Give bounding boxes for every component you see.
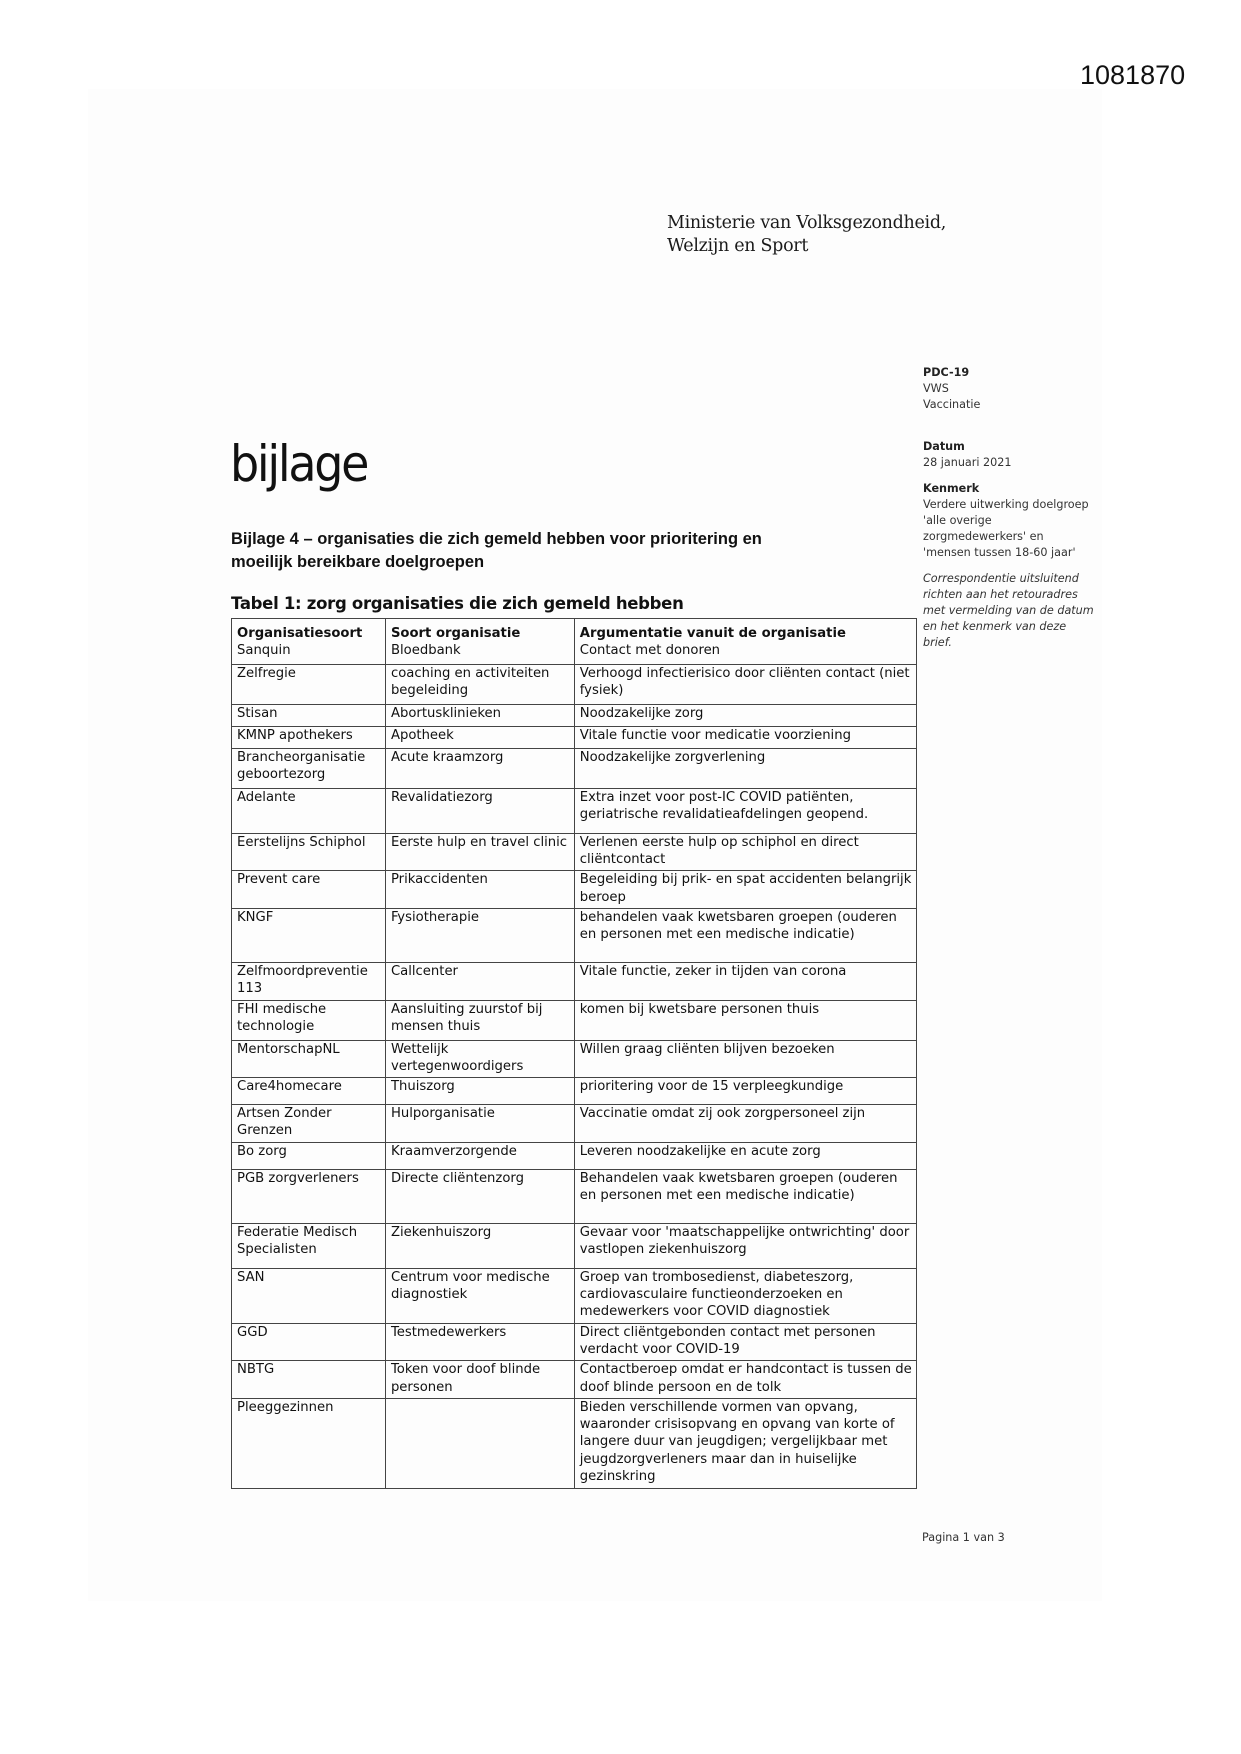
type-cell: Prikaccidenten	[385, 871, 574, 909]
argument-cell: Vitale functie voor medicatie voorziening	[574, 726, 916, 748]
argument-cell: prioritering voor de 15 verpleegkundige	[574, 1078, 916, 1105]
type-cell: Ziekenhuiszorg	[385, 1223, 574, 1268]
unit: Vaccinatie	[923, 398, 981, 411]
organisation-cell: Stisan	[232, 704, 386, 726]
type-cell: Centrum voor medische diagnostiek	[385, 1268, 574, 1323]
table-row	[232, 642, 917, 664]
type-cell: Bloedbank	[385, 642, 574, 664]
table-row	[232, 726, 917, 748]
type-cell: Fysiotherapie	[385, 908, 574, 962]
organisation-cell: Prevent care	[232, 871, 386, 909]
organisations-table	[231, 618, 917, 1489]
type-cell: coaching en activiteiten begeleiding	[385, 664, 574, 704]
argument-cell: Verhoogd infectierisico door cliënten contact (niet fysiek)	[574, 664, 916, 704]
table-row	[232, 1398, 917, 1488]
argument-cell: Verlenen eerste hulp op schiphol en direct cliëntcontact	[574, 833, 916, 871]
type-cell	[385, 1398, 574, 1488]
argument-cell: Behandelen vaak kwetsbaren groepen (ouderen en personen met een medische indicatie)	[574, 1169, 916, 1223]
argument-cell: Contact met donoren	[574, 642, 916, 664]
argument-cell: Direct cliëntgebonden contact met personen verdacht voor COVID-19	[574, 1323, 916, 1361]
table-row	[232, 1169, 917, 1223]
note-line: richten aan het retouradres	[923, 588, 1078, 601]
column-header: Soort organisatie	[385, 619, 574, 643]
type-cell: Aansluiting zuurstof bij mensen thuis	[385, 1000, 574, 1040]
type-cell: Apotheek	[385, 726, 574, 748]
argument-cell: Willen graag cliënten blijven bezoeken	[574, 1040, 916, 1078]
kenmerk-label: Kenmerk	[923, 482, 980, 495]
type-cell: Revalidatiezorg	[385, 788, 574, 833]
argument-cell: Begeleiding bij prik- en spat accidenten belangrijk beroep	[574, 871, 916, 909]
note-line: met vermelding van de datum	[923, 604, 1094, 617]
datum-label: Datum	[923, 440, 965, 453]
argument-cell: Gevaar voor 'maatschappelijke ontwrichting' door vastlopen ziekenhuiszorg	[574, 1223, 916, 1268]
argument-cell: Noodzakelijke zorg	[574, 704, 916, 726]
table-body	[232, 642, 917, 1488]
organisation-cell: Zelfmoordpreventie 113	[232, 962, 386, 1000]
organisation-cell: Zelfregie	[232, 664, 386, 704]
section-heading-line: Bijlage 4 – organisaties die zich gemeld hebben voor prioritering en	[231, 530, 762, 548]
organisation-cell: Artsen Zonder Grenzen	[232, 1105, 386, 1143]
department: PDC-19	[923, 366, 970, 379]
datum-value: 28 januari 2021	[923, 456, 1012, 469]
organisation-cell: Adelante	[232, 788, 386, 833]
table-row	[232, 1223, 917, 1268]
table-title: Tabel 1: zorg organisaties die zich gemeld hebben	[231, 594, 684, 613]
argument-cell: Vitale functie, zeker in tijden van corona	[574, 962, 916, 1000]
argument-cell: komen bij kwetsbare personen thuis	[574, 1000, 916, 1040]
organisation-cell: Eerstelijns Schiphol	[232, 833, 386, 871]
type-cell: Directe cliëntenzorg	[385, 1169, 574, 1223]
argument-cell: Extra inzet voor post-IC COVID patiënten, geriatrische revalidatieafdelingen geopend.	[574, 788, 916, 833]
kenmerk-line: Verdere uitwerking doelgroep	[923, 498, 1089, 511]
column-header: Organisatiesoort	[232, 619, 386, 643]
type-cell: Wettelijk vertegenwoordigers	[385, 1040, 574, 1078]
table-row	[232, 833, 917, 871]
argument-cell: Bieden verschillende vormen van opvang, waaronder crisisopvang en opvang van korte of langere duur van jeugdigen; vergelijkbaar met jeugdzorgverleners maar dan in huiselijke gezinskring	[574, 1398, 916, 1488]
organisation: VWS	[923, 382, 949, 395]
argument-cell: Noodzakelijke zorgverlening	[574, 748, 916, 788]
table-row	[232, 871, 917, 909]
section-heading	[231, 528, 911, 574]
organisation-cell: Sanquin	[232, 642, 386, 664]
kenmerk-block	[923, 481, 1133, 561]
type-cell: Thuiszorg	[385, 1078, 574, 1105]
kenmerk-line: 'alle overige	[923, 514, 992, 527]
kenmerk-line: 'mensen tussen 18-60 jaar'	[923, 546, 1076, 559]
argument-cell: Vaccinatie omdat zij ook zorgpersoneel zijn	[574, 1105, 916, 1143]
table-row	[232, 1361, 917, 1399]
organisation-cell: KNGF	[232, 908, 386, 962]
correspondence-note	[923, 571, 1133, 651]
note-line: brief.	[923, 636, 952, 649]
organisation-cell: SAN	[232, 1268, 386, 1323]
document-id: 1081870	[1080, 60, 1186, 90]
kenmerk-line: zorgmedewerkers' en	[923, 530, 1044, 543]
type-cell: Hulporganisatie	[385, 1105, 574, 1143]
table-row	[232, 1040, 917, 1078]
page-number: Pagina 1 van 3	[922, 1531, 1005, 1544]
letter-sidebar	[923, 365, 1133, 651]
organisation-cell: Care4homecare	[232, 1078, 386, 1105]
section-heading-line: moeilijk bereikbare doelgroepen	[231, 553, 485, 571]
organisation-cell: PGB zorgverleners	[232, 1169, 386, 1223]
organisation-cell: Pleeggezinnen	[232, 1398, 386, 1488]
table-row	[232, 908, 917, 962]
table-row	[232, 1268, 917, 1323]
ministry-name	[667, 212, 946, 258]
argument-cell: Leveren noodzakelijke en acute zorg	[574, 1142, 916, 1169]
note-line: Correspondentie uitsluitend	[923, 572, 1079, 585]
column-header: Argumentatie vanuit de organisatie	[574, 619, 916, 643]
organisation-cell: Bo zorg	[232, 1142, 386, 1169]
table-row	[232, 1078, 917, 1105]
organisation-cell: MentorschapNL	[232, 1040, 386, 1078]
organisation-cell: NBTG	[232, 1361, 386, 1399]
page-title: bijlage	[230, 435, 368, 493]
table-row	[232, 748, 917, 788]
type-cell: Callcenter	[385, 962, 574, 1000]
argument-cell: behandelen vaak kwetsbaren groepen (ouderen en personen met een medische indicatie)	[574, 908, 916, 962]
type-cell: Kraamverzorgende	[385, 1142, 574, 1169]
organisation-cell: KMNP apothekers	[232, 726, 386, 748]
table-row	[232, 664, 917, 704]
table-row	[232, 962, 917, 1000]
organisation-cell: Brancheorganisatie geboortezorg	[232, 748, 386, 788]
type-cell: Abortusklinieken	[385, 704, 574, 726]
note-line: en het kenmerk van deze	[923, 620, 1067, 633]
table-row	[232, 704, 917, 726]
table-row	[232, 1142, 917, 1169]
table-row	[232, 1105, 917, 1143]
type-cell: Token voor doof blinde personen	[385, 1361, 574, 1399]
ministry-line-2: Welzijn en Sport	[667, 236, 809, 256]
table-row	[232, 788, 917, 833]
type-cell: Acute kraamzorg	[385, 748, 574, 788]
type-cell: Testmedewerkers	[385, 1323, 574, 1361]
organisation-cell: GGD	[232, 1323, 386, 1361]
datum-block	[923, 439, 1133, 471]
argument-cell: Groep van trombosedienst, diabeteszorg, cardiovasculaire functieonderzoeken en medewerkers voor COVID diagnostiek	[574, 1268, 916, 1323]
ministry-line-1: Ministerie van Volksgezondheid,	[667, 213, 947, 233]
organisation-cell: FHI medische technologie	[232, 1000, 386, 1040]
type-cell: Eerste hulp en travel clinic	[385, 833, 574, 871]
table-header-row	[232, 619, 917, 643]
table-row	[232, 1323, 917, 1361]
argument-cell: Contactberoep omdat er handcontact is tussen de doof blinde persoon en de tolk	[574, 1361, 916, 1399]
table-row	[232, 1000, 917, 1040]
organisation-cell: Federatie Medisch Specialisten	[232, 1223, 386, 1268]
